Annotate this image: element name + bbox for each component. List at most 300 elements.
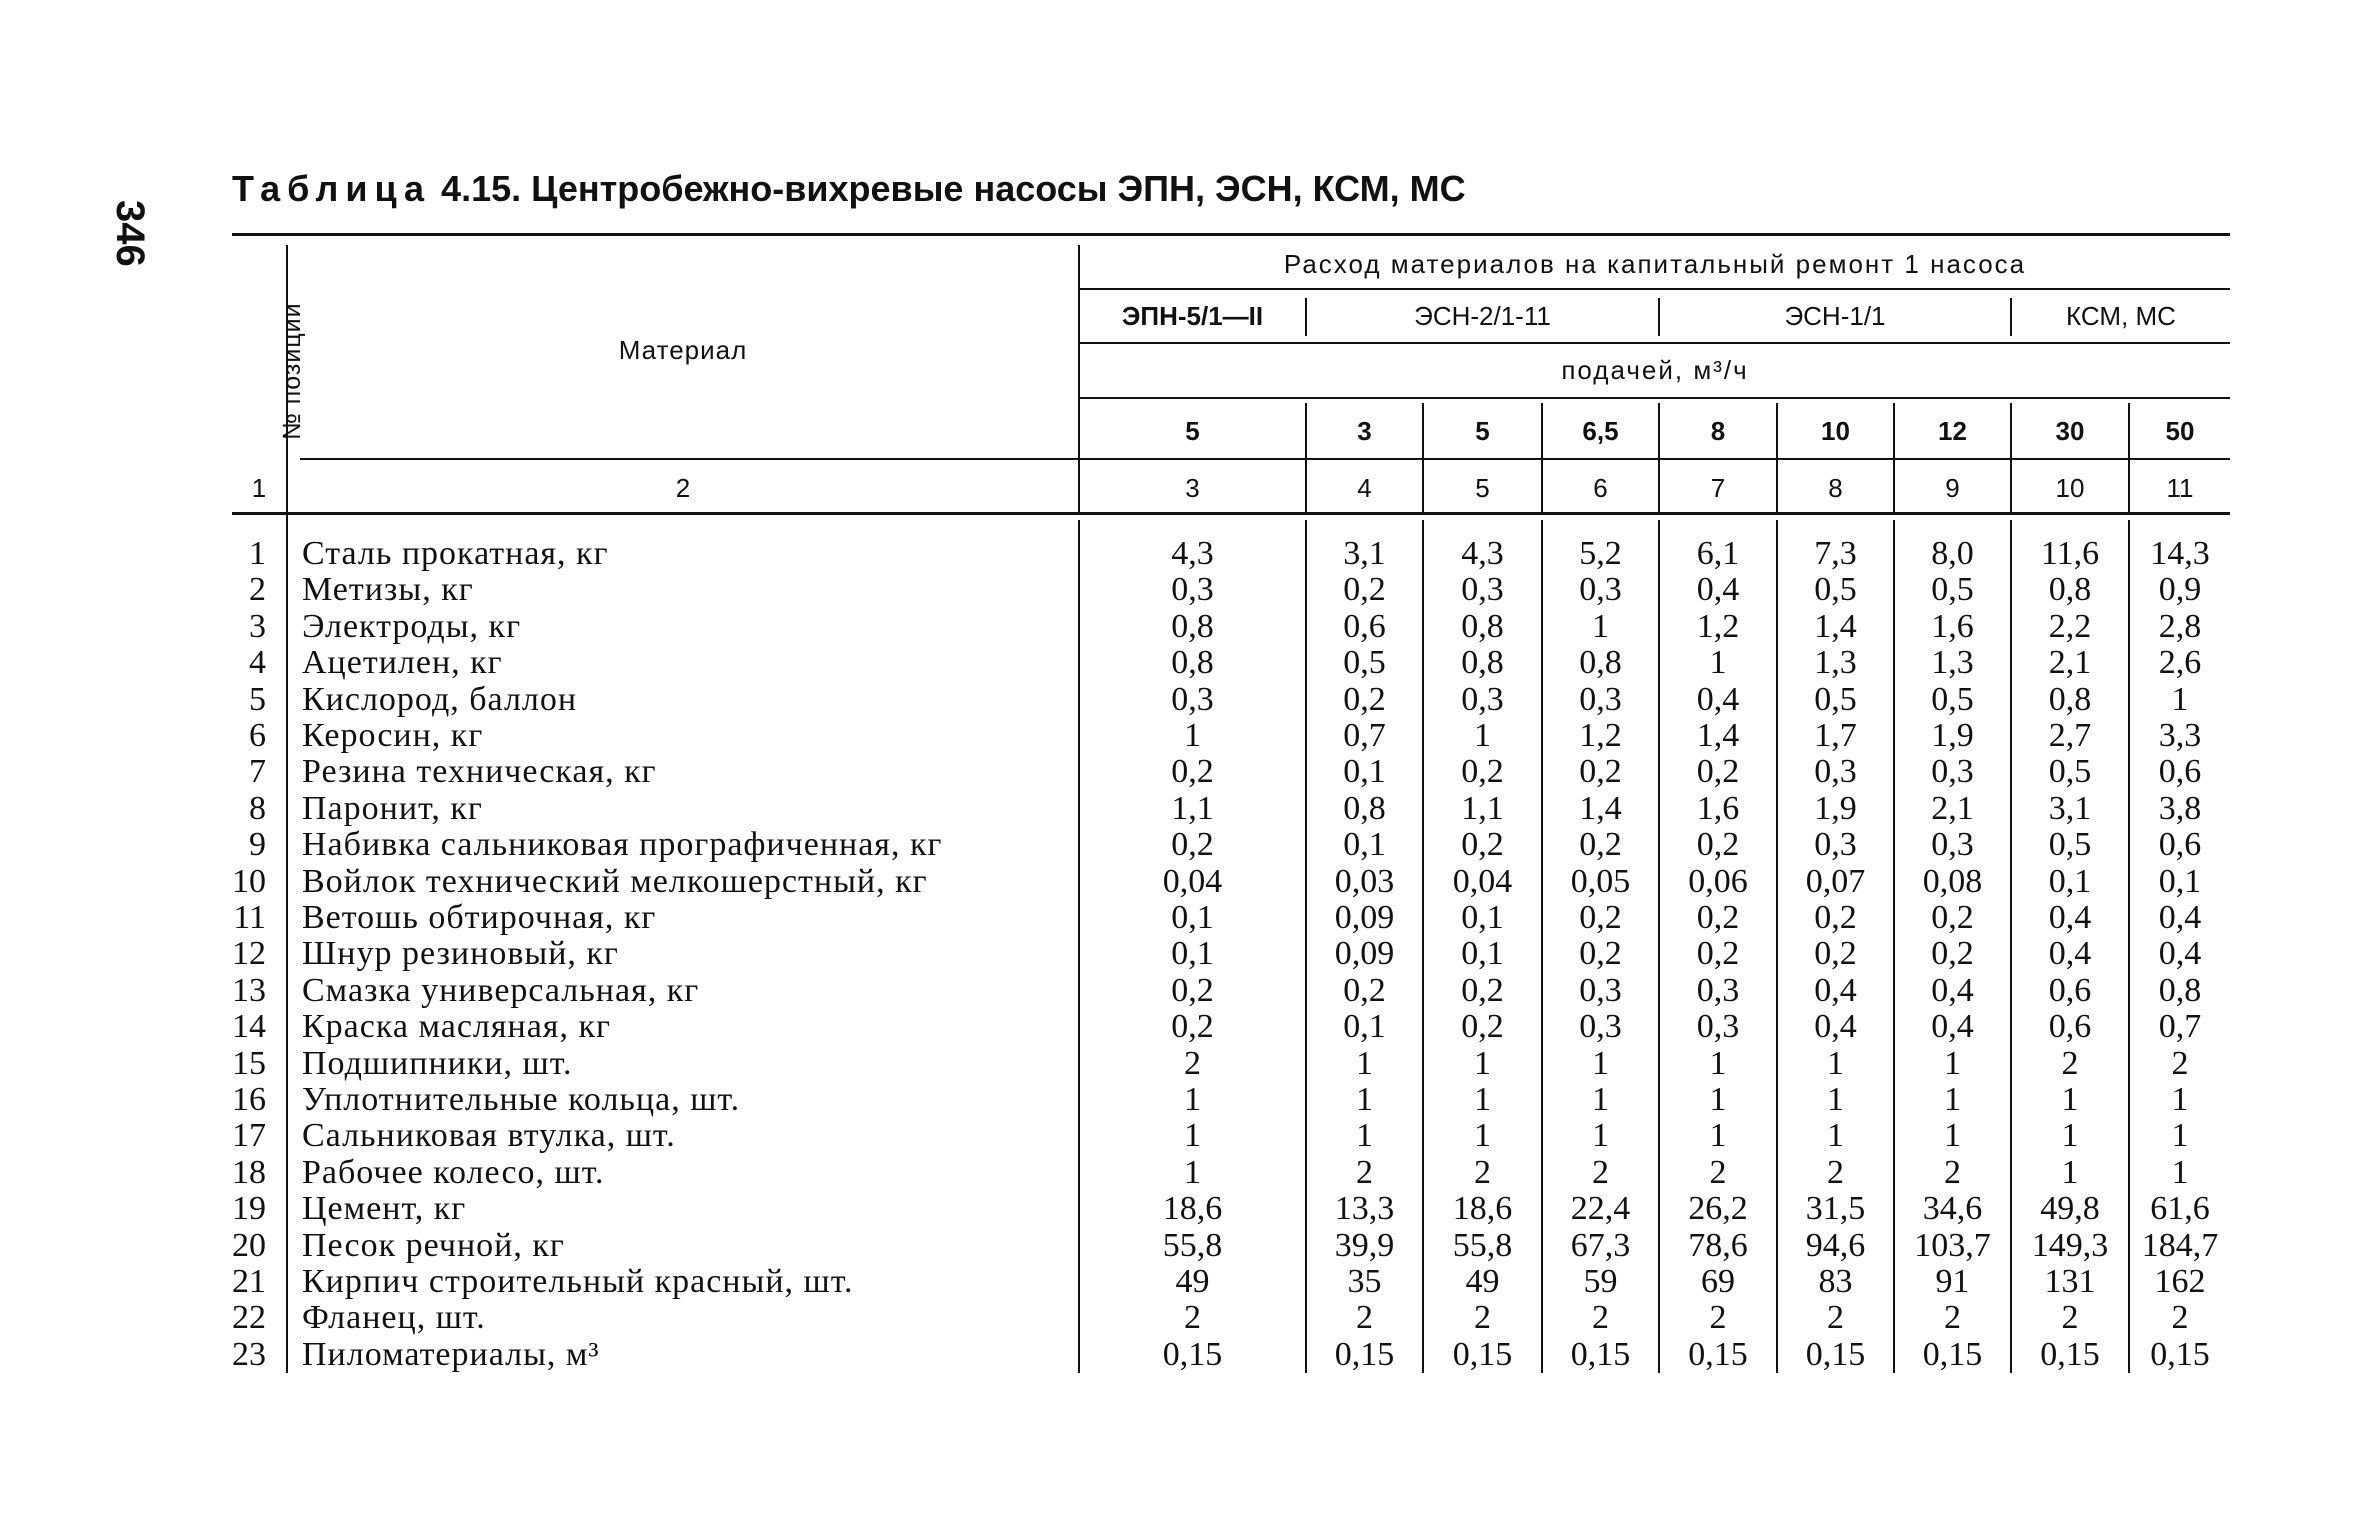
row-position: 15 (232, 1045, 266, 1082)
row-value: 0,2 (1931, 935, 1974, 972)
column-divider (1776, 403, 1778, 513)
row-value: 1,2 (1579, 717, 1622, 754)
row-value: 0,2 (1696, 826, 1740, 863)
row-value: 3,1 (1343, 535, 1386, 572)
row-value: 1 (1474, 1117, 1491, 1154)
row-value: 0,15 (1570, 1336, 1631, 1373)
row-position: 16 (232, 1081, 266, 1118)
row-value: 1 (1184, 1117, 1201, 1154)
row-value: 34,6 (1922, 1190, 1983, 1227)
row-position: 10 (232, 863, 266, 900)
row-value: 2 (2171, 1045, 2189, 1082)
row-value: 0,1 (1343, 753, 1386, 790)
row-value: 1 (1709, 1117, 1727, 1154)
row-value: 0,4 (1931, 1008, 1974, 1045)
table-row (0, 791, 2362, 827)
flow-value: 8 (1710, 415, 1726, 446)
row-value: 0,4 (1931, 972, 1974, 1009)
row-value: 1,1 (1171, 790, 1214, 827)
row-position: 21 (232, 1263, 266, 1300)
row-value: 8,0 (1931, 535, 1974, 572)
column-divider (1305, 520, 1307, 1373)
row-value: 4,3 (1461, 535, 1504, 572)
row-value: 0,8 (2048, 681, 2092, 718)
pump-group-ksm-ms: КСМ, МС (2066, 300, 2176, 331)
row-value: 2 (1944, 1154, 1961, 1191)
row-value: 2 (1474, 1154, 1491, 1191)
row-value: 1 (1709, 644, 1727, 681)
row-value: 0,5 (1814, 571, 1857, 608)
row-value: 4,3 (1171, 535, 1214, 572)
pump-group-esn-1: ЭСН-1/1 (1784, 300, 1886, 331)
row-value: 0,2 (1343, 681, 1386, 718)
row-value: 0,5 (2048, 826, 2092, 863)
pump-group-esn-2: ЭСН-2/1-11 (1414, 300, 1551, 331)
row-value: 0,2 (1171, 753, 1214, 790)
row-value: 49 (1175, 1263, 1210, 1300)
row-value: 0,06 (1688, 863, 1748, 900)
row-value: 0,4 (1814, 1008, 1857, 1045)
row-value: 0,7 (1343, 717, 1386, 754)
table-title-prefix: Таблица (232, 168, 432, 209)
row-position: 22 (232, 1299, 266, 1336)
row-value: 0,2 (1461, 826, 1504, 863)
row-value: 0,3 (1171, 571, 1214, 608)
row-value: 1 (1827, 1045, 1844, 1082)
row-value: 1 (1709, 1081, 1727, 1118)
row-value: 0,15 (1688, 1336, 1748, 1373)
table-row (0, 936, 2362, 972)
row-material: Резина техническая, кг (302, 753, 657, 790)
column-divider (2128, 520, 2130, 1373)
row-material: Сальниковая втулка, шт. (302, 1117, 676, 1154)
row-value: 0,8 (2158, 972, 2202, 1009)
row-value: 0,15 (2040, 1336, 2100, 1373)
row-material: Сталь прокатная, кг (302, 535, 609, 572)
column-number: 3 (1185, 472, 1200, 503)
row-value: 1,9 (1814, 790, 1857, 827)
row-value: 0,1 (1343, 826, 1386, 863)
row-value: 0,1 (2158, 863, 2202, 900)
row-value: 2 (1944, 1299, 1961, 1336)
row-material: Электроды, кг (302, 608, 522, 645)
row-value: 1 (1592, 1117, 1609, 1154)
row-material: Песок речной, кг (302, 1227, 565, 1264)
row-value: 2 (1356, 1299, 1373, 1336)
row-value: 1 (1184, 1081, 1201, 1118)
row-value: 1 (1709, 1045, 1727, 1082)
row-value: 0,2 (1343, 571, 1386, 608)
column-divider (1658, 520, 1660, 1373)
row-value: 0,2 (1461, 753, 1504, 790)
row-value: 2,7 (2048, 717, 2092, 754)
row-value: 0,09 (1334, 935, 1395, 972)
row-value: 2 (1827, 1154, 1844, 1191)
table-row (0, 1264, 2362, 1300)
row-position: 9 (249, 826, 266, 863)
row-material: Подшипники, шт. (302, 1045, 573, 1082)
row-value: 0,2 (1696, 753, 1740, 790)
row-value: 2 (1592, 1299, 1609, 1336)
table-row (0, 1337, 2362, 1373)
row-value: 2 (1709, 1154, 1727, 1191)
row-value: 0,8 (1171, 608, 1214, 645)
row-value: 0,3 (1461, 571, 1504, 608)
row-value: 0,03 (1334, 863, 1395, 900)
column-number: 11 (2166, 472, 2194, 503)
row-material: Фланец, шт. (302, 1299, 486, 1336)
row-value: 2 (1827, 1299, 1844, 1336)
row-value: 1,6 (1696, 790, 1740, 827)
row-value: 0,2 (1461, 1008, 1504, 1045)
table-row (0, 1228, 2362, 1264)
row-value: 0,2 (1461, 972, 1504, 1009)
row-value: 2 (1592, 1154, 1609, 1191)
row-material: Кислород, баллон (302, 681, 578, 718)
row-value: 0,4 (1696, 571, 1740, 608)
groups-rule (1078, 342, 2230, 344)
row-material: Метизы, кг (302, 571, 474, 608)
flow-label: подачей, м³/ч (1561, 354, 1749, 385)
row-value: 0,2 (1696, 935, 1740, 972)
flow-value: 50 (2165, 415, 2195, 446)
row-value: 2,2 (2048, 608, 2092, 645)
row-value: 69 (1701, 1263, 1735, 1300)
row-value: 2 (1356, 1154, 1373, 1191)
column-number: 4 (1357, 472, 1372, 503)
column-divider (2010, 403, 2012, 513)
row-value: 0,2 (1171, 972, 1214, 1009)
row-value: 1,4 (1579, 790, 1622, 827)
row-value: 1 (1356, 1117, 1373, 1154)
row-value: 22,4 (1570, 1190, 1631, 1227)
row-value: 0,3 (1579, 1008, 1622, 1045)
row-value: 0,4 (1696, 681, 1740, 718)
row-value: 1 (1944, 1081, 1961, 1118)
table-row (0, 864, 2362, 900)
row-value: 1 (2061, 1154, 2079, 1191)
column-divider (1776, 520, 1778, 1373)
row-material: Рабочее колесо, шт. (302, 1154, 605, 1191)
row-value: 0,05 (1570, 863, 1631, 900)
column-number: 7 (1710, 472, 1726, 503)
row-value: 2 (1709, 1299, 1727, 1336)
row-position: 8 (249, 790, 266, 827)
row-value: 0,3 (1696, 972, 1740, 1009)
row-value: 0,1 (1343, 1008, 1386, 1045)
column-divider (1078, 520, 1080, 1373)
table-row (0, 973, 2362, 1009)
table-row (0, 1300, 2362, 1336)
column-divider (1893, 403, 1895, 513)
row-value: 1 (2171, 1154, 2189, 1191)
row-value: 0,6 (2158, 826, 2202, 863)
row-value: 13,3 (1334, 1190, 1395, 1227)
row-position: 1 (249, 535, 266, 572)
row-value: 1 (1944, 1117, 1961, 1154)
column-divider (2128, 403, 2130, 513)
row-value: 0,9 (2158, 571, 2202, 608)
row-value: 1 (1944, 1045, 1961, 1082)
row-position: 6 (249, 717, 266, 754)
row-value: 131 (2044, 1263, 2096, 1300)
row-value: 91 (1935, 1263, 1970, 1300)
row-value: 1 (1474, 1081, 1491, 1118)
row-value: 149,3 (2031, 1227, 2109, 1264)
col-numbers-rule (232, 512, 2230, 515)
row-value: 0,8 (1579, 644, 1622, 681)
row-value: 39,9 (1334, 1227, 1395, 1264)
row-value: 2 (1474, 1299, 1491, 1336)
page-number: 346 (108, 200, 152, 267)
row-value: 2 (1184, 1045, 1201, 1082)
table-row (0, 718, 2362, 754)
column-divider (1893, 520, 1895, 1373)
row-value: 184,7 (2141, 1227, 2219, 1264)
row-value: 0,1 (1461, 935, 1504, 972)
row-value: 5,2 (1579, 535, 1622, 572)
row-value: 3,3 (2158, 717, 2202, 754)
column-divider (1541, 403, 1543, 513)
row-material: Смазка универсальная, кг (302, 972, 700, 1009)
table-row (0, 645, 2362, 681)
row-value: 1 (1592, 1045, 1609, 1082)
row-value: 1 (1827, 1081, 1844, 1118)
row-value: 49 (1465, 1263, 1500, 1300)
column-divider (1422, 520, 1424, 1373)
row-value: 0,1 (1171, 899, 1214, 936)
column-number: 1 (251, 472, 267, 503)
row-value: 83 (1818, 1263, 1853, 1300)
row-value: 94,6 (1805, 1227, 1866, 1264)
row-material: Уплотнительные кольца, шт. (302, 1081, 741, 1118)
row-value: 0,4 (2158, 935, 2202, 972)
row-value: 1 (1827, 1117, 1844, 1154)
table-row (0, 827, 2362, 863)
row-value: 2 (2061, 1299, 2079, 1336)
row-value: 1,7 (1814, 717, 1857, 754)
row-value: 0,4 (2158, 899, 2202, 936)
row-value: 0,09 (1334, 899, 1395, 936)
row-value: 0,07 (1805, 863, 1866, 900)
row-material: Ветошь обтирочная, кг (302, 899, 657, 936)
row-value: 0,3 (1814, 753, 1857, 790)
row-value: 2 (1184, 1299, 1201, 1336)
table-row (0, 754, 2362, 790)
row-value: 0,1 (2048, 863, 2092, 900)
row-value: 2,8 (2158, 608, 2202, 645)
column-number: 10 (2055, 472, 2085, 503)
row-value: 1 (1184, 1154, 1201, 1191)
row-value: 61,6 (2150, 1190, 2210, 1227)
row-value: 1 (1592, 1081, 1609, 1118)
flow-value: 3 (1357, 415, 1372, 446)
row-value: 1 (1474, 1045, 1491, 1082)
row-value: 0,2 (1931, 899, 1974, 936)
row-material: Набивка сальниковая прографиченная, кг (302, 826, 943, 863)
row-value: 0,2 (1579, 899, 1622, 936)
row-value: 0,2 (1171, 1008, 1214, 1045)
row-value: 0,1 (1461, 899, 1504, 936)
row-value: 1,3 (1931, 644, 1974, 681)
column-divider (2010, 520, 2012, 1373)
row-value: 0,2 (1696, 899, 1740, 936)
row-position: 4 (249, 644, 266, 681)
row-value: 1 (1356, 1045, 1373, 1082)
row-position: 20 (232, 1227, 266, 1264)
row-value: 1,2 (1696, 608, 1740, 645)
row-value: 0,08 (1922, 863, 1983, 900)
row-value: 1,3 (1814, 644, 1857, 681)
row-value: 0,6 (2048, 1008, 2092, 1045)
row-value: 3,8 (2158, 790, 2202, 827)
row-value: 0,6 (1343, 608, 1386, 645)
row-value: 0,5 (1814, 681, 1857, 718)
table-row (0, 572, 2362, 608)
column-divider (1305, 403, 1307, 513)
row-value: 2,1 (2048, 644, 2092, 681)
row-value: 0,15 (1452, 1336, 1513, 1373)
row-value: 0,8 (1461, 608, 1504, 645)
material-column-header: Материал (618, 334, 748, 365)
row-position: 7 (249, 753, 266, 790)
row-value: 1 (1184, 717, 1201, 754)
row-value: 0,15 (1805, 1336, 1866, 1373)
row-value: 0,3 (1931, 826, 1974, 863)
table-row (0, 1118, 2362, 1154)
row-position: 18 (232, 1154, 266, 1191)
column-number: 5 (1475, 472, 1490, 503)
row-value: 0,5 (1931, 681, 1974, 718)
table-row (0, 1082, 2362, 1118)
row-value: 14,3 (2150, 535, 2210, 572)
row-value: 103,7 (1914, 1227, 1991, 1264)
row-value: 55,8 (1452, 1227, 1513, 1264)
row-value: 2 (2061, 1045, 2079, 1082)
row-value: 18,6 (1162, 1190, 1223, 1227)
row-value: 0,3 (1171, 681, 1214, 718)
row-value: 0,2 (1579, 753, 1622, 790)
row-position: 13 (232, 972, 266, 1009)
row-material: Пиломатериалы, м³ (302, 1336, 600, 1373)
row-value: 0,3 (1931, 753, 1974, 790)
row-material: Керосин, кг (302, 717, 484, 754)
row-value: 2,1 (1931, 790, 1974, 827)
row-value: 0,2 (1814, 899, 1857, 936)
row-position: 17 (232, 1117, 266, 1154)
table-row (0, 900, 2362, 936)
row-value: 67,3 (1570, 1227, 1631, 1264)
row-position: 14 (232, 1008, 266, 1045)
row-value: 55,8 (1162, 1227, 1223, 1264)
row-value: 11,6 (2040, 535, 2100, 572)
row-material: Кирпич строительный красный, шт. (302, 1263, 854, 1300)
row-value: 0,7 (2158, 1008, 2202, 1045)
row-value: 0,2 (1814, 935, 1857, 972)
column-number: 2 (675, 472, 691, 503)
table-title (232, 168, 2232, 210)
row-value: 0,2 (1579, 935, 1622, 972)
table-title-text: 4.15. Центробежно-вихревые насосы ЭПН, ЭСН, КСМ, МС (431, 168, 1466, 209)
row-value: 0,2 (1579, 826, 1622, 863)
row-position: 2 (249, 571, 266, 608)
row-value: 0,15 (2150, 1336, 2210, 1373)
row-value: 1 (2171, 1081, 2189, 1118)
row-value: 49,8 (2040, 1190, 2100, 1227)
column-number: 8 (1828, 472, 1843, 503)
row-value: 1 (1474, 717, 1491, 754)
row-value: 59 (1583, 1263, 1618, 1300)
row-value: 0,8 (1171, 644, 1214, 681)
row-value: 0,15 (1334, 1336, 1395, 1373)
column-divider (286, 520, 288, 1373)
row-value: 0,3 (1579, 972, 1622, 1009)
table-row (0, 1046, 2362, 1082)
row-value: 0,8 (1343, 790, 1386, 827)
row-value: 0,04 (1452, 863, 1513, 900)
row-value: 1 (2061, 1117, 2079, 1154)
row-value: 1 (2061, 1081, 2079, 1118)
row-value: 35 (1347, 1263, 1382, 1300)
row-position: 11 (233, 899, 266, 936)
consumption-rule (1078, 288, 2230, 290)
row-value: 0,2 (1343, 972, 1386, 1009)
row-value: 1,4 (1814, 608, 1857, 645)
row-material: Цемент, кг (302, 1190, 467, 1227)
row-value: 1,6 (1931, 608, 1974, 645)
column-number: 6 (1593, 472, 1608, 503)
row-value: 0,3 (1579, 571, 1622, 608)
row-value: 0,5 (1343, 644, 1386, 681)
table-row (0, 536, 2362, 572)
row-value: 0,3 (1814, 826, 1857, 863)
row-value: 0,3 (1579, 681, 1622, 718)
row-value: 18,6 (1452, 1190, 1513, 1227)
flow-value: 5 (1475, 415, 1490, 446)
row-value: 0,4 (2048, 935, 2092, 972)
row-value: 0,6 (2048, 972, 2092, 1009)
row-value: 1 (2171, 1117, 2189, 1154)
row-value: 0,3 (1461, 681, 1504, 718)
row-position: 12 (232, 935, 266, 972)
row-value: 1 (2171, 681, 2189, 718)
row-value: 0,15 (1162, 1336, 1223, 1373)
row-value: 0,3 (1696, 1008, 1740, 1045)
row-value: 0,8 (2048, 571, 2092, 608)
row-value: 2,6 (2158, 644, 2202, 681)
pump-group-epn: ЭПН-5/1—II (1121, 300, 1264, 331)
row-value: 31,5 (1805, 1190, 1866, 1227)
position-column-header: № позиции (278, 302, 306, 440)
row-value: 1,4 (1696, 717, 1740, 754)
row-value: 0,1 (1171, 935, 1214, 972)
row-value: 0,4 (2048, 899, 2092, 936)
flow-value: 10 (1821, 415, 1850, 446)
row-position: 5 (249, 681, 266, 718)
row-material: Паронит, кг (302, 790, 483, 827)
table-row (0, 609, 2362, 645)
row-value: 0,5 (1931, 571, 1974, 608)
table-row (0, 1155, 2362, 1191)
row-material: Шнур резиновый, кг (302, 935, 619, 972)
row-value: 0,2 (1171, 826, 1214, 863)
table-top-rule (232, 233, 2230, 236)
row-value: 0,4 (1814, 972, 1857, 1009)
row-material: Войлок технический мелкошерстный, кг (302, 863, 928, 900)
row-value: 0,04 (1162, 863, 1223, 900)
row-value: 0,15 (1922, 1336, 1983, 1373)
row-value: 1,1 (1461, 790, 1504, 827)
